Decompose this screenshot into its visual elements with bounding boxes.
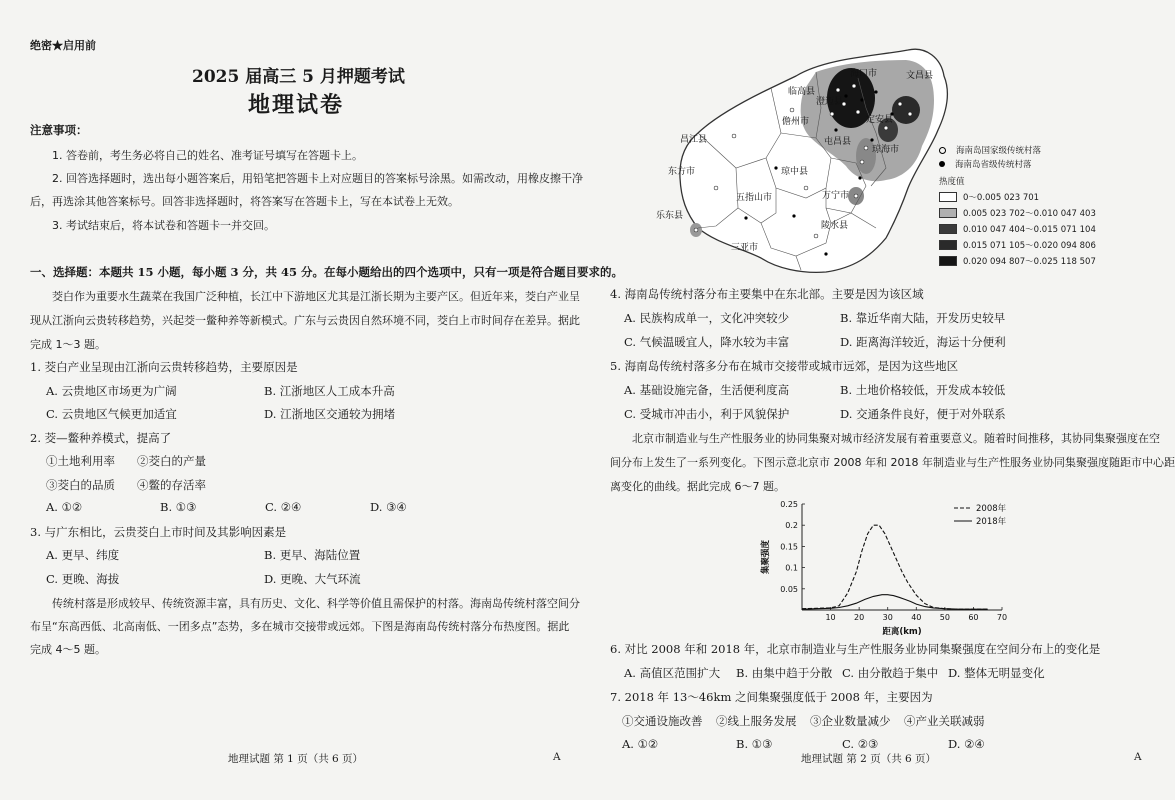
passage2-line1: 传统村落是形成较早、传统资源丰富，具有历史、文化、科学等价值且需保护的村落。海南岛传统村落空间分 (52, 597, 580, 610)
x-tick-label: 50 (939, 613, 950, 622)
q7-option-c: C. ②③ (842, 737, 879, 751)
passage3-line2: 间分布上发生了一系列变化。下图示意北京市 2008 年和 2018 年制造业与生产性服务业协同集聚强度随距市中心距 (610, 456, 1175, 469)
exam-subtitle: 地理试卷 (248, 92, 345, 118)
q6-option-d: D. 整体无明显变化 (948, 666, 1045, 680)
q3-option-d: D. 更晚、大气环流 (264, 572, 361, 586)
passage2-line3: 完成 4～5 题。 (30, 643, 106, 656)
page-footer-mark: A (1134, 751, 1142, 763)
label-qionghai: 琼海市 (872, 145, 900, 155)
q2-item-2: ②茭白的产量 (137, 454, 206, 468)
label-lingshui: 陵水县 (821, 221, 849, 231)
heat-zone-core-wenchang (892, 96, 920, 124)
q7-option-a: A. ①② (622, 737, 659, 751)
y-tick-label: 0.25 (780, 500, 798, 509)
solid-circle-icon (939, 161, 945, 167)
agglomeration-chart (756, 496, 1016, 636)
hollow-circle-icon (939, 147, 946, 154)
q4-option-b: B. 靠近华南大陆，开发历史较早 (840, 311, 1006, 325)
label-qiongzhong: 琼中县 (781, 167, 809, 177)
legend-heat-row (939, 189, 1144, 205)
q1-option-b: B. 江浙地区人工成本升高 (264, 384, 395, 398)
legend-heat-swatch (939, 240, 957, 250)
q3-option-b: B. 更早、海陆位置 (264, 548, 361, 562)
passage3-line1: 北京市制造业与生产性服务业的协同集聚对城市经济发展有着重要意义。随着时间推移，其协同集聚强度在空 (632, 432, 1160, 445)
notice-title: 注意事项： (30, 123, 88, 137)
y-axis-label: 集聚强度 (761, 539, 771, 575)
label-wanning: 万宁市 (822, 191, 850, 201)
y-tick-label: 0.05 (780, 584, 798, 594)
page-footer: 地理试题 第 2 页（共 6 页） (801, 753, 937, 765)
q7-item-2: ②线上服务发展 (716, 714, 797, 728)
label-changjiang: 昌江县 (680, 135, 708, 145)
q2-option-c: C. ②④ (265, 500, 302, 514)
q4-option-a: A. 民族构成单一，文化冲突较少 (624, 311, 790, 325)
legend-provincial-label: 海南岛省级传统村落 (955, 160, 1032, 170)
q2-option-b: B. ①③ (160, 500, 197, 514)
legend-heat-label: 0.015 071 105～0.020 094 806 (963, 241, 1096, 251)
label-lingao: 临高县 (788, 87, 816, 97)
exam-title: 2025 届高三 5 月押题考试 (192, 67, 405, 87)
legend-label-0: 2008年 (976, 504, 1007, 514)
x-tick-label: 70 (996, 613, 1008, 622)
q6-option-b: B. 由集中趋于分散 (736, 666, 833, 680)
q7-stem: 7. 2018 年 13～46km 之间集聚强度低于 2008 年，主要因为 (610, 690, 933, 704)
legend-provincial (939, 157, 1144, 171)
q2-option-a: A. ①② (46, 500, 83, 514)
q7-item-1: ①交通设施改善 (622, 714, 703, 728)
x-tick-label: 60 (968, 613, 979, 622)
q4-stem: 4. 海南岛传统村落分布主要集中在东北部。主要是因为该区域 (610, 287, 924, 301)
q4-option-c: C. 气候温暖宜人，降水较为丰富 (624, 335, 790, 349)
q1-stem: 1. 茭白产业呈现由江浙向云贵转移趋势，主要原因是 (30, 360, 298, 374)
label-haikou: 海口市 (850, 69, 878, 79)
legend-heat-swatch (939, 192, 957, 202)
passage2-line2: 布呈“东高西低、北高南低、一团多点”态势，多在城市交接带或远郊。下图是海南岛传统村落分布热度图。据此 (30, 620, 570, 633)
page-footer-mark: A (553, 751, 561, 763)
q2-option-d: D. ③④ (370, 500, 407, 514)
notice-3: 3. 考试结束后，将本试卷和答题卡一并交回。 (52, 219, 275, 232)
q2-item-1: ①土地利用率 (46, 454, 115, 468)
passage1-line2: 现从江浙向云贵转移趋势，兴起茭一鳖种养等新模式。广东与云贵因自然环境不同，茭白上市时间存在差异。据此 (30, 314, 580, 327)
q3-option-a: A. 更早、纬度 (46, 548, 120, 562)
q1-option-c: C. 云贵地区气候更加适宜 (46, 407, 177, 421)
label-dingan: 定安县 (866, 115, 894, 125)
page-2 (576, 0, 1175, 800)
q7-option-d: D. ②④ (948, 737, 985, 751)
legend-national (939, 143, 1144, 157)
q6-option-a: A. 高值区范围扩大 (624, 666, 721, 680)
map-legend (939, 143, 1144, 269)
x-tick-label: 10 (825, 613, 836, 622)
q3-stem: 3. 与广东相比，云贵茭白上市时间及其影响因素是 (30, 525, 287, 539)
x-tick-label: 30 (882, 613, 893, 622)
legend-heat-row (939, 237, 1144, 253)
x-tick-label: 40 (911, 613, 922, 622)
passage1-line3: 完成 1～3 题。 (30, 338, 106, 351)
legend-heat-row (939, 221, 1144, 237)
q7-item-3: ③企业数量减少 (810, 714, 891, 728)
legend-national-label: 海南岛国家级传统村落 (956, 146, 1042, 156)
legend-heat-ranges (939, 189, 1144, 269)
q2-item-4: ④鳖的存活率 (137, 478, 206, 492)
q3-option-c: C. 更晚、海拔 (46, 572, 120, 586)
y-tick-label: 0.1 (785, 563, 798, 573)
label-ledong: 乐东县 (656, 211, 684, 221)
page-footer: 地理试题 第 1 页（共 6 页） (228, 753, 364, 765)
legend-heat-row (939, 253, 1144, 269)
q1-option-d: D. 江浙地区交通较为拥堵 (264, 407, 396, 421)
legend-heat-label: 0.020 094 807～0.025 118 507 (963, 257, 1096, 267)
q2-item-3: ③茭白的品质 (46, 478, 115, 492)
q5-stem: 5. 海南岛传统村落多分布在城市交接带或城市远郊，是因为这些地区 (610, 359, 959, 373)
q5-option-b: B. 土地价格较低，开发成本较低 (840, 383, 1006, 397)
legend-heat-swatch (939, 256, 957, 266)
legend-heat-label: 0.010 047 404～0.015 071 104 (963, 225, 1096, 235)
q6-stem: 6. 对比 2008 年和 2018 年，北京市制造业与生产性服务业协同集聚强度在空间分布上的变化是 (610, 642, 1101, 656)
q5-option-c: C. 受城市冲击小，利于风貌保护 (624, 407, 790, 421)
passage1-line1: 茭白作为重要水生蔬菜在我国广泛种植，长江中下游地区尤其是江浙长期为主要产区。但近年来，茭白产业呈 (52, 290, 580, 303)
q7-option-b: B. ①③ (736, 737, 773, 751)
legend-heat-label: 0～0.005 023 701 (963, 193, 1040, 203)
passage3-line3: 离变化的曲线。据此完成 6～7 题。 (610, 480, 785, 493)
label-wenchang: 文昌县 (906, 71, 934, 81)
q6-option-c: C. 由分散趋于集中 (842, 666, 939, 680)
q7-item-4: ④产业关联减弱 (904, 714, 985, 728)
y-tick-label: 0.2 (785, 521, 798, 531)
legend-heat-row (939, 205, 1144, 221)
legend-heat-title: 热度值 (939, 177, 965, 187)
section-title: 一、选择题：本题共 15 小题，每小题 3 分，共 45 分。在每小题给出的四个选项中，只有一项是符合题目要求的。 (30, 265, 624, 279)
label-dongfang: 东方市 (668, 167, 696, 177)
notice-2-cont: 后，再选涂其他答案标号。回答非选择题时，将答案写在答题卡上，写在本试卷上无效。 (30, 195, 459, 208)
heat-zone-qionghai (856, 138, 876, 174)
legend-heat-swatch (939, 224, 957, 234)
label-chengmai: 澄迈县 (816, 97, 844, 107)
x-tick-label: 20 (854, 613, 865, 622)
notice-1: 1. 答卷前，考生务必将自己的姓名、准考证号填写在答题卡上。 (52, 149, 363, 162)
x-axis-label: 距离(km) (882, 627, 922, 637)
q1-option-a: A. 云贵地区市场更为广阔 (46, 384, 177, 398)
notice-2: 2. 回答选择题时，选出每小题答案后，用铅笔把答题卡上对应题目的答案标号涂黑。如需改动，用橡皮擦干净 (52, 172, 583, 185)
label-danzhou: 儋州市 (782, 117, 810, 127)
y-tick-label: 0.15 (780, 542, 798, 552)
secret-mark: 绝密★启用前 (30, 39, 96, 52)
series-line-1 (802, 595, 988, 610)
label-tunchang: 屯昌县 (824, 137, 852, 147)
q4-option-d: D. 距离海洋较近，海运十分便利 (840, 335, 1006, 349)
q5-option-d: D. 交通条件良好，便于对外联系 (840, 407, 1006, 421)
q2-stem: 2. 茭—鳖种养模式，提高了 (30, 431, 172, 445)
q5-option-a: A. 基础设施完备，生活便利度高 (624, 383, 790, 397)
legend-heat-swatch (939, 208, 957, 218)
legend-heat-label: 0.005 023 702～0.010 047 403 (963, 209, 1096, 219)
legend-label-1: 2018年 (976, 517, 1007, 527)
label-wuzhishan: 五指山市 (736, 193, 773, 203)
label-sanya: 三亚市 (731, 243, 759, 253)
